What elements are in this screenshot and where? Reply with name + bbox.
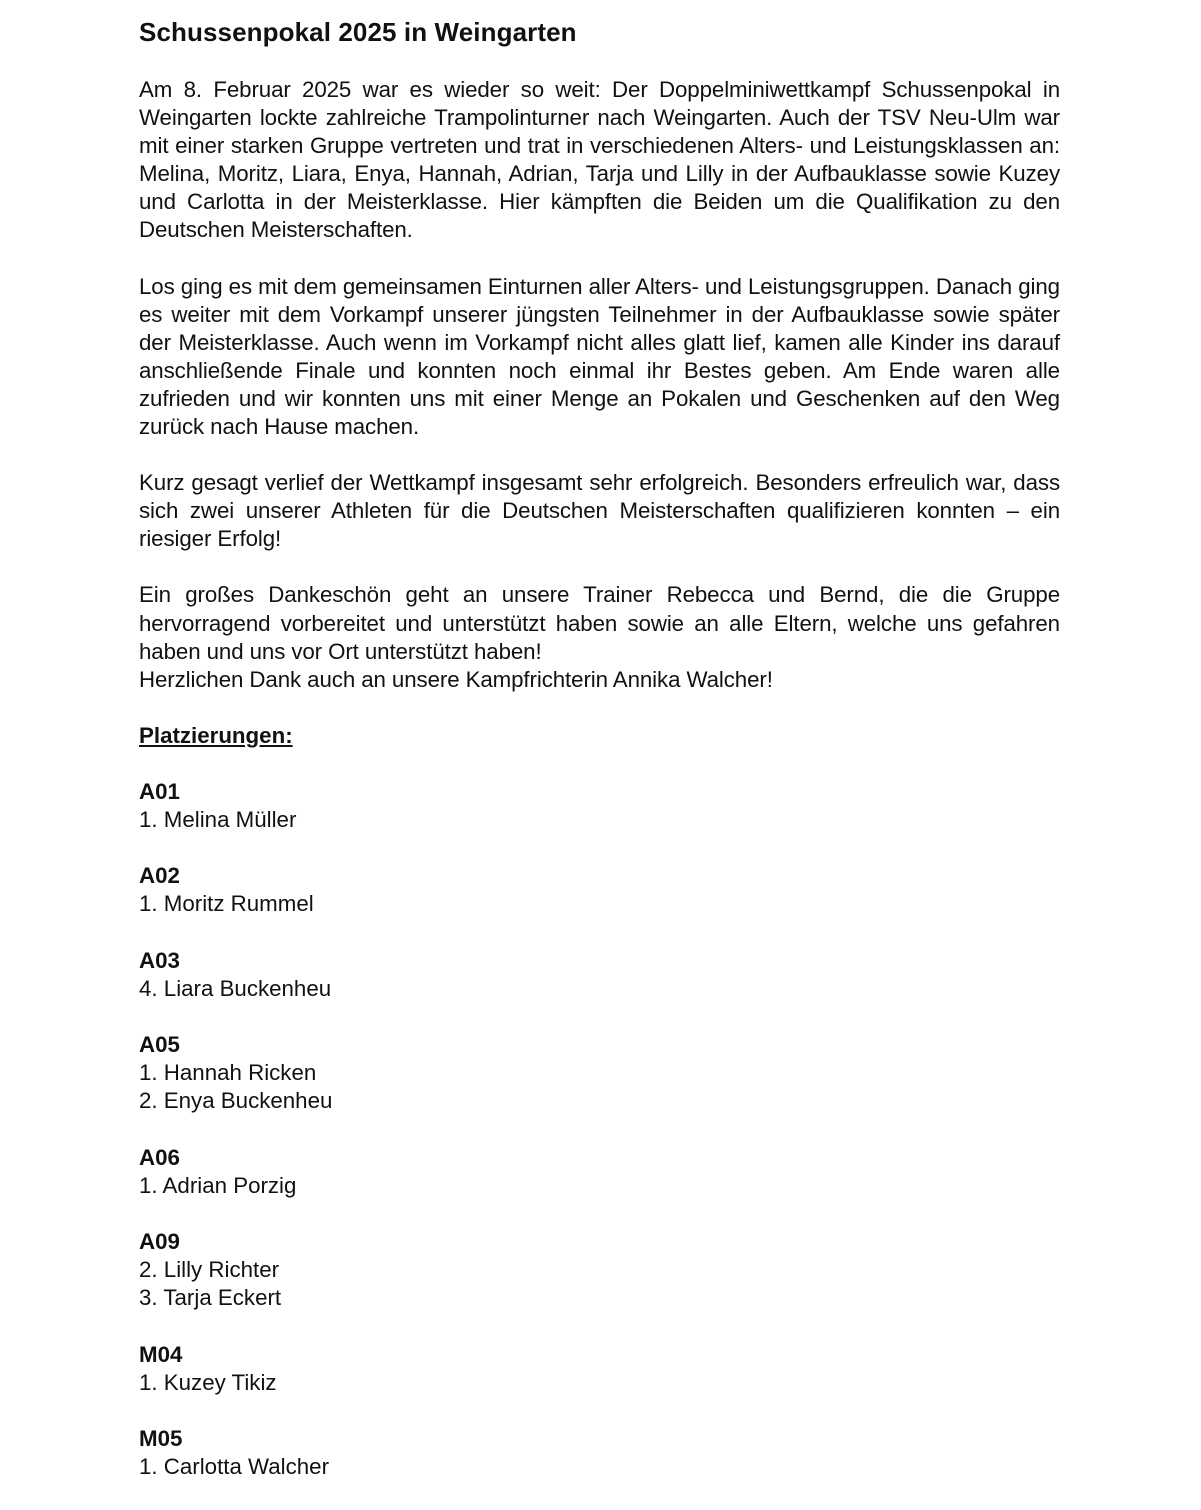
placement-group-m04 [139,1341,1060,1397]
result-entry: 3. Tarja Eckert [139,1285,282,1311]
document-page [139,14,1060,1510]
placement-group-m05 [139,1425,1060,1481]
result-entry: 1. Adrian Porzig [139,1172,297,1198]
thanks-text: Ein großes Dankeschön geht an unsere Trainer Rebecca und Bernd, die die Gruppe hervorragend vorbereitet und unterstützt haben sowie an alle Eltern, welche uns gefahren haben und uns vor Ort unterstützt haben! [139,582,1060,664]
placement-group-a01 [139,778,1060,834]
placement-group-a03 [139,947,1060,1003]
placement-group-a02 [139,862,1060,918]
class-code: A03 [139,947,180,973]
result-entry: 1. Hannah Ricken [139,1060,317,1086]
placement-group-a06 [139,1144,1060,1200]
class-code: M05 [139,1426,183,1452]
class-code: M04 [139,1341,183,1367]
placement-group-a05 [139,1031,1060,1115]
class-code: A01 [139,778,180,804]
result-entry: 4. Liara Buckenheu [139,975,332,1001]
class-code: A02 [139,863,180,889]
paragraph-summary: Kurz gesagt verlief der Wettkampf insgesamt sehr erfolgreich. Besonders erfreulich war, dass sich zwei unserer Athleten für die Deutschen Meisterschaften qualifizieren konnten – ein riesiger Erfolg! [139,470,1060,552]
class-code: A06 [139,1144,180,1170]
result-entry: 1. Kuzey Tikiz [139,1369,277,1395]
result-entry: 1. Carlotta Walcher [139,1454,330,1480]
class-code: A09 [139,1229,180,1255]
thanks-judge-text: Herzlichen Dank auch an unsere Kampfrichterin Annika Walcher! [139,666,773,692]
result-entry: 1. Melina Müller [139,806,297,832]
placement-group-a09 [139,1228,1060,1312]
result-entry: 2. Enya Buckenheu [139,1088,333,1114]
class-code: A05 [139,1032,180,1058]
paragraph-intro: Am 8. Februar 2025 war es wieder so weit: Der Doppelminiwettkampf Schussenpokal in Weingarten lockte zahlreiche Trampolinturner nach Weingarten. Auch der TSV Neu-Ulm war mit einer starken Gruppe vertreten und trat in verschiedenen Alters- und Leistungsklassen an: Melina, Moritz, Liara, Enya, Hannah, Adrian, Tarja und Lilly in der Aufbauklasse sowie Kuzey und Carlotta in der Meisterklasse. Hier kämpften die Beiden um die Qualifikation zu den Deutschen Meisterschaften. [139,77,1060,243]
document-title: Schussenpokal 2025 in Weingarten [139,17,577,47]
result-entry: 1. Moritz Rummel [139,891,314,917]
placements-heading: Platzierungen: [139,722,293,748]
result-entry: 2. Lilly Richter [139,1257,280,1283]
paragraph-competition: Los ging es mit dem gemeinsamen Einturnen aller Alters- und Leistungsgruppen. Danach ging es weiter mit dem Vorkampf unserer jüngsten Teilnehmer in der Aufbauklasse sowie später der Meisterklasse. Auch wenn im Vorkampf nicht alles glatt lief, kamen alle Kinder ins darauf anschließende Finale und konnten noch einmal ihr Bestes geben. Am Ende waren alle zufrieden und wir konnten uns mit einer Menge an Pokalen und Geschenken auf den Weg zurück nach Hause machen. [139,273,1060,440]
paragraph-thanks [139,581,1060,693]
